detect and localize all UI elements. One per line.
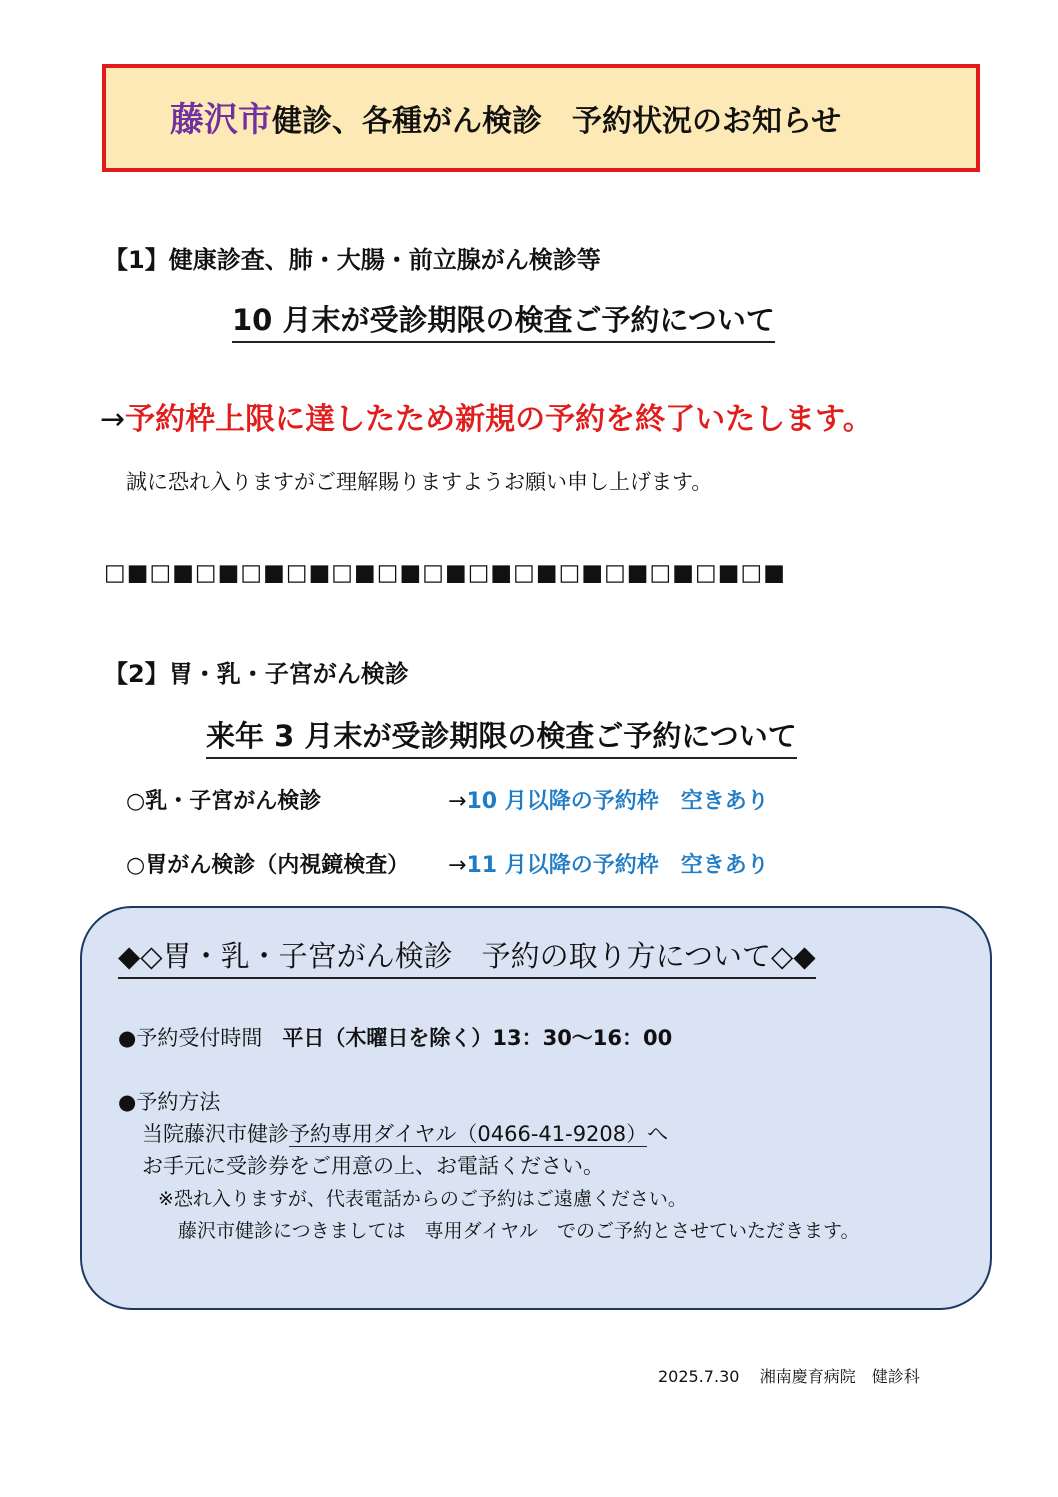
exam-item-breast-uterine: ○乳・子宮がん検診	[126, 789, 322, 814]
arrow-icon: →	[100, 402, 126, 437]
title-box	[102, 64, 980, 172]
note-line1: ※恐れ入りますが、代表電話からのご予約はご遠慮ください。	[158, 1188, 687, 1210]
section1-heading: 【1】健康診査、肺・大腸・前立腺がん検診等	[104, 246, 601, 274]
footer-organization: 湘南慶育病院 健診科	[759, 1367, 920, 1386]
arrow-icon: →	[448, 853, 467, 878]
apology-text: 誠に恐れ入りますがご理解賜りますようお願い申し上げます。	[126, 470, 713, 494]
reservation-info-box	[80, 906, 992, 1310]
method-label: ●予約方法	[118, 1090, 221, 1114]
availability-stomach	[448, 848, 769, 879]
section2-heading: 【2】胃・乳・子宮がん検診	[104, 660, 409, 688]
footer	[658, 1364, 920, 1387]
hours-value: 平日（木曜日を除く）13：30～16：00	[282, 1026, 673, 1050]
method-suffix: へ	[647, 1122, 669, 1146]
dedicated-dial-number[interactable]: 予約専用ダイヤル（0466-41-9208）	[289, 1122, 648, 1146]
availability-status: 10 月以降の予約枠 空きあり	[466, 789, 769, 814]
availability-breast-uterine	[448, 784, 769, 815]
city-name: 藤沢市	[170, 100, 272, 140]
method-prefix: 当院藤沢市健診	[142, 1122, 289, 1146]
availability-status: 11 月以降の予約枠 空きあり	[466, 853, 769, 878]
exam-item-stomach: ○胃がん検診（内視鏡検査）	[126, 853, 410, 878]
note-line2: 藤沢市健診につきましては 専用ダイヤル でのご予約とさせていただきます。	[178, 1220, 860, 1242]
title-text: 健診、各種がん検診 予約状況のお知らせ	[272, 104, 842, 139]
reception-hours	[118, 1022, 672, 1052]
arrow-icon: →	[448, 789, 467, 814]
page-title	[170, 92, 841, 141]
closed-notice-text: 予約枠上限に達したため新規の予約を終了いたします。	[125, 402, 873, 437]
divider: □■□■□■□■□■□■□■□■□■□■□■□■□■□■□■	[104, 560, 786, 586]
closed-notice	[100, 394, 873, 438]
info-box-title: ◆◇胃・乳・子宮がん検診 予約の取り方について◇◆	[118, 934, 816, 979]
method-line2: お手元に受診券をご用意の上、お電話ください。	[142, 1154, 604, 1178]
method-line1	[142, 1118, 668, 1148]
hours-label: ●予約受付時間	[118, 1026, 263, 1050]
section2-subheading: 来年 3 月末が受診期限の検査ご予約について	[206, 714, 797, 759]
section1-subheading: 10 月末が受診期限の検査ご予約について	[232, 298, 775, 343]
footer-date: 2025.7.30	[658, 1367, 740, 1386]
